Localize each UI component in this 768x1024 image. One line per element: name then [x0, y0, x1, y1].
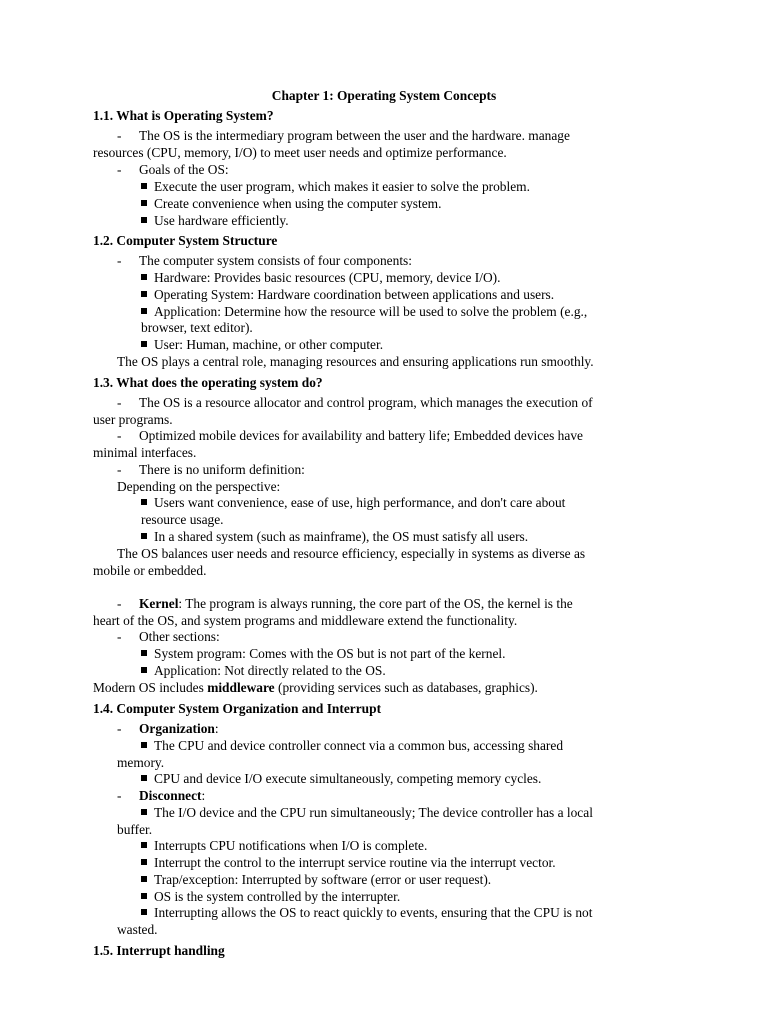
dash-item: - The OS is the intermediary program between the user and the hardware. manage — [117, 128, 570, 143]
text-line: mobile or embedded. — [93, 563, 207, 578]
disconnect-term: Disconnect — [139, 788, 202, 803]
bullet-item: Application: Not directly related to the OS. — [141, 663, 386, 679]
dash-item: - There is no uniform definition: — [117, 462, 305, 477]
dash-item: - Goals of the OS: — [117, 162, 229, 177]
square-bullet-icon — [141, 742, 147, 748]
square-bullet-icon — [141, 183, 147, 189]
bullet-item: The I/O device and the CPU run simultaneously; The device controller has a local — [141, 805, 593, 821]
organization-term: Organization — [139, 721, 215, 736]
square-bullet-icon — [141, 667, 147, 673]
dash-item: - The OS is a resource allocator and control program, which manages the execution of — [117, 395, 593, 410]
text-line: heart of the OS, and system programs and middleware extend the functionality. — [93, 613, 518, 628]
bullet-item: Interrupt the control to the interrupt service routine via the interrupt vector. — [141, 855, 556, 871]
bullet-item: Use hardware efficiently. — [141, 213, 289, 229]
dash-item: - Optimized mobile devices for availability and battery life; Embedded devices have — [117, 428, 583, 443]
square-bullet-icon — [141, 650, 147, 656]
square-bullet-icon — [141, 499, 147, 505]
square-bullet-icon — [141, 876, 147, 882]
square-bullet-icon — [141, 809, 147, 815]
dash-item: - Kernel: The program is always running, the core part of the OS, the kernel is the — [117, 596, 573, 611]
square-bullet-icon — [141, 308, 147, 314]
text-line: minimal interfaces. — [93, 445, 197, 460]
square-bullet-icon — [141, 274, 147, 280]
square-bullet-icon — [141, 341, 147, 347]
text-line: user programs. — [93, 412, 173, 427]
square-bullet-icon — [141, 217, 147, 223]
section-heading-1-3: 1.3. What does the operating system do? — [93, 375, 323, 390]
kernel-term: Kernel — [139, 596, 179, 611]
text-line: browser, text editor). — [141, 320, 253, 335]
text-line: wasted. — [117, 922, 158, 937]
chapter-title: Chapter 1: Operating System Concepts — [271, 88, 497, 103]
bullet-item: Trap/exception: Interrupted by software (error or user request). — [141, 872, 491, 888]
bullet-item: Operating System: Hardware coordination between applications and users. — [141, 287, 554, 303]
text-line: buffer. — [117, 822, 153, 837]
bullet-item: Execute the user program, which makes it easier to solve the problem. — [141, 179, 530, 195]
bullet-item: In a shared system (such as mainframe), the OS must satisfy all users. — [141, 529, 528, 545]
square-bullet-icon — [141, 200, 147, 206]
text-line: Depending on the perspective: — [117, 479, 281, 494]
bullet-item: Interrupts CPU notifications when I/O is complete. — [141, 838, 427, 854]
square-bullet-icon — [141, 291, 147, 297]
text-line: memory. — [117, 755, 165, 770]
bullet-item: The CPU and device controller connect via a common bus, accessing shared — [141, 738, 563, 754]
bullet-item: System program: Comes with the OS but is not part of the kernel. — [141, 646, 505, 662]
bullet-item: Hardware: Provides basic resources (CPU, memory, device I/O). — [141, 270, 500, 286]
bullet-item: Users want convenience, ease of use, high performance, and don't care about — [141, 495, 565, 511]
text-line: Modern OS includes middleware (providing services such as databases, graphics). — [93, 680, 538, 695]
bullet-item: Interrupting allows the OS to react quickly to events, ensuring that the CPU is not — [141, 905, 592, 921]
text-line: resource usage. — [141, 512, 224, 527]
bullet-item: OS is the system controlled by the interrupter. — [141, 889, 400, 905]
text-line: resources (CPU, memory, I/O) to meet user needs and optimize performance. — [93, 145, 507, 160]
section-heading-1-1: 1.1. What is Operating System? — [93, 108, 274, 123]
square-bullet-icon — [141, 909, 147, 915]
bullet-item: CPU and device I/O execute simultaneously, competing memory cycles. — [141, 771, 541, 787]
square-bullet-icon — [141, 842, 147, 848]
text-line: The OS plays a central role, managing resources and ensuring applications run smoothly. — [117, 354, 594, 369]
dash-item: - Organization: — [117, 721, 219, 736]
section-heading-1-5: 1.5. Interrupt handling — [93, 943, 225, 958]
bullet-item: Application: Determine how the resource will be used to solve the problem (e.g., — [141, 304, 587, 320]
dash-item: - Other sections: — [117, 629, 220, 644]
square-bullet-icon — [141, 533, 147, 539]
square-bullet-icon — [141, 859, 147, 865]
section-heading-1-2: 1.2. Computer System Structure — [93, 233, 278, 248]
square-bullet-icon — [141, 893, 147, 899]
bullet-item: Create convenience when using the computer system. — [141, 196, 441, 212]
bullet-item: User: Human, machine, or other computer. — [141, 337, 383, 353]
square-bullet-icon — [141, 775, 147, 781]
text-line: The OS balances user needs and resource efficiency, especially in systems as diverse as — [117, 546, 586, 561]
middleware-term: middleware — [207, 680, 275, 695]
section-heading-1-4: 1.4. Computer System Organization and Interrupt — [93, 701, 382, 716]
dash-item: - Disconnect: — [117, 788, 206, 803]
dash-item: - The computer system consists of four components: — [117, 253, 412, 268]
